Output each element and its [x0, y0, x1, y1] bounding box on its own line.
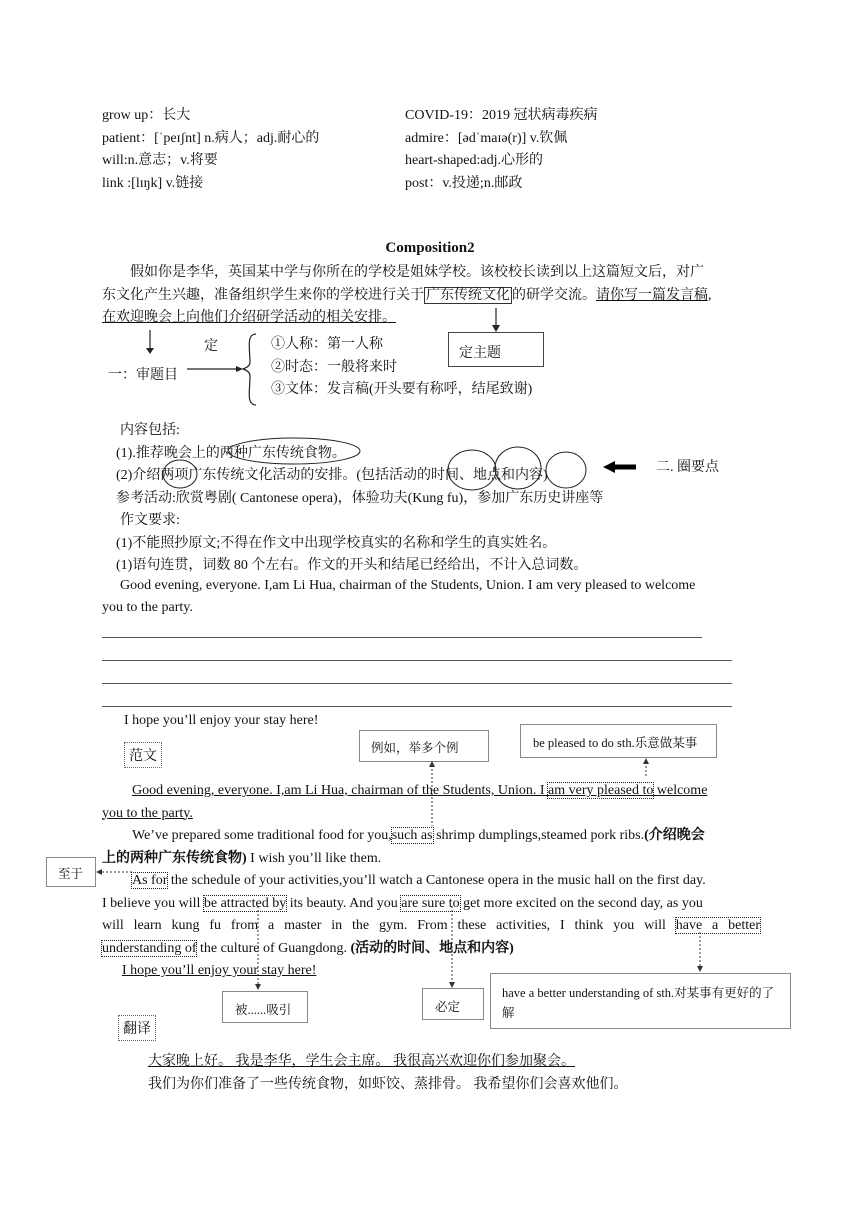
sample-line: you to the party.: [102, 805, 193, 821]
vocab-item: heart-shaped:adj.心形的: [405, 153, 544, 168]
phrase-highlight: am very pleased to: [548, 783, 654, 798]
analysis-item: ③文体：发言稿(开头要有称呼，结尾致谢): [271, 382, 533, 397]
sample-text: Good evening, everyone. I,am Li Hua, chairman of the Students, Union. I: [132, 783, 549, 798]
content-item: (2)介绍两项广东传统文化活动的安排。(包括活动的时间、地点和内容): [116, 468, 548, 483]
note-text: have a better understanding of sth.对某事有更好的了解: [502, 986, 775, 1020]
phrase-highlight: such as: [391, 828, 433, 843]
sample-note: (活动的时间、地点和内容): [350, 940, 514, 956]
vocab-item: COVID-19：2019 冠状病毒疾病: [405, 108, 598, 123]
opening-line: you to the party.: [102, 600, 193, 615]
page-title: Composition2: [385, 240, 475, 256]
sample-note: 上的两种广东传统食物): [102, 850, 247, 866]
vocab-item: post：v.投递;n.邮政: [405, 175, 523, 191]
translate-label: 翻译: [118, 1015, 156, 1041]
vocab-item: link :[lɪŋk] v.链接: [102, 175, 204, 191]
sample-text: I wish you’ll like them.: [246, 850, 382, 866]
note-text: be pleased to do sth.乐意做某事: [533, 736, 698, 750]
sample-line: [102, 893, 760, 916]
vocab-item: grow up：长大: [102, 108, 191, 123]
phrase-highlight: As for: [132, 873, 168, 888]
sample-text: I believe you will: [102, 895, 204, 911]
sample-line: I hope you’ll enjoy your stay here!: [122, 963, 317, 978]
req-item: (1)不能照抄原文;不得在作文中出现学校真实的名称和学生的真实姓名。: [116, 535, 557, 551]
topic-box-label: 定主题: [459, 346, 501, 361]
sample-text: get more excited on the second day, as you: [459, 895, 703, 911]
analysis-item: ①人称：第一人称: [271, 337, 383, 352]
translation-line: 我们为你们准备了一些传统食物，如虾饺、蒸排骨。 我希望你们会喜欢他们。: [148, 1077, 628, 1092]
sample-text: the culture of Guangdong.: [196, 940, 351, 956]
sample-line: [102, 780, 760, 803]
vocab-item: will:n.意志；v.将要: [102, 153, 218, 168]
sample-essay: [102, 780, 760, 983]
sample-text: welcome: [653, 783, 708, 798]
phrase-highlight: be attracted by: [203, 895, 287, 911]
analysis-step1: 一：审题目: [108, 368, 178, 383]
sample-line: [102, 915, 760, 938]
req-item: (1)语句连贯，词数 80 个左右。作文的开头和结尾已经给出，不计入总词数。: [116, 558, 588, 573]
analysis-item: ②时态：一般将来时: [271, 359, 397, 375]
sample-text: its beauty. And you: [286, 895, 402, 911]
prompt-underlined: 请你写一篇发言稿,: [596, 287, 712, 303]
sample-text: the schedule of your activities,you’ll watch a Cantonese opera in the music hall on the first day.: [167, 873, 706, 888]
prompt-underlined: 在欢迎晚会上向他们介绍研学活动的相关安排。: [102, 310, 396, 325]
sample-line: [102, 938, 760, 961]
prompt-line: 假如你是李华，英国某中学与你所在的学校是姐妹学校。该校校长读到以上这篇短文后，对广: [130, 265, 704, 280]
note-text: 例如，举多个例: [371, 741, 459, 755]
vocab-item: patient：[ˈpeɪʃnt] n.病人；adj.耐心的: [102, 130, 320, 146]
phrase-highlight: understanding of: [102, 940, 197, 956]
sample-line: [102, 870, 760, 893]
req-head: 作文要求:: [120, 513, 180, 528]
phrase-highlight: are sure to: [401, 895, 460, 911]
analysis-ding: 定: [204, 339, 218, 354]
translation-line: 大家晚上好。 我是李华，学生会主席。 我很高兴欢迎你们参加聚会。: [148, 1054, 575, 1069]
note-text: 必定: [435, 1000, 461, 1014]
sample-note: (介绍晚会: [644, 828, 705, 843]
note-text: 被......吸引: [235, 1003, 292, 1017]
opening-line: Good evening, everyone. I,am Li Hua, chairman of the Students, Union. I am very pleased to welcome: [120, 578, 696, 593]
sample-text: will learn kung fu from a master in the gym. From these activities, I think you will: [102, 918, 676, 933]
content-head: 内容包括:: [120, 423, 180, 438]
sample-line: [102, 848, 760, 871]
prompt-text: 的研学交流。: [512, 287, 596, 303]
sample-label: 范文: [124, 742, 162, 768]
sample-line: [102, 825, 760, 848]
analysis-step2: 二. 圈要点: [656, 460, 719, 475]
content-ref: 参考活动:欣赏粤剧( Cantonese opera)，体验功夫(Kung fu)，参加广东历史讲座等: [116, 490, 604, 506]
closing-line: I hope you’ll enjoy your stay here!: [124, 713, 319, 728]
sample-text: shrimp dumplings,steamed pork ribs.: [432, 828, 645, 843]
prompt-text: 东文化产生兴趣，准备组织学生来你的学校进行关于: [102, 287, 424, 303]
content-item: (1).推荐晚会上的两种广东传统食物。: [116, 445, 346, 461]
phrase-highlight: have a better: [675, 918, 760, 933]
note-text: 至于: [58, 867, 84, 881]
vocab-item: admire：[ədˈmaɪə(r)] v.钦佩: [405, 130, 568, 146]
topic-highlight: 广东传统文化: [426, 287, 510, 303]
sample-text: We’ve prepared some traditional food for you,: [132, 828, 392, 843]
